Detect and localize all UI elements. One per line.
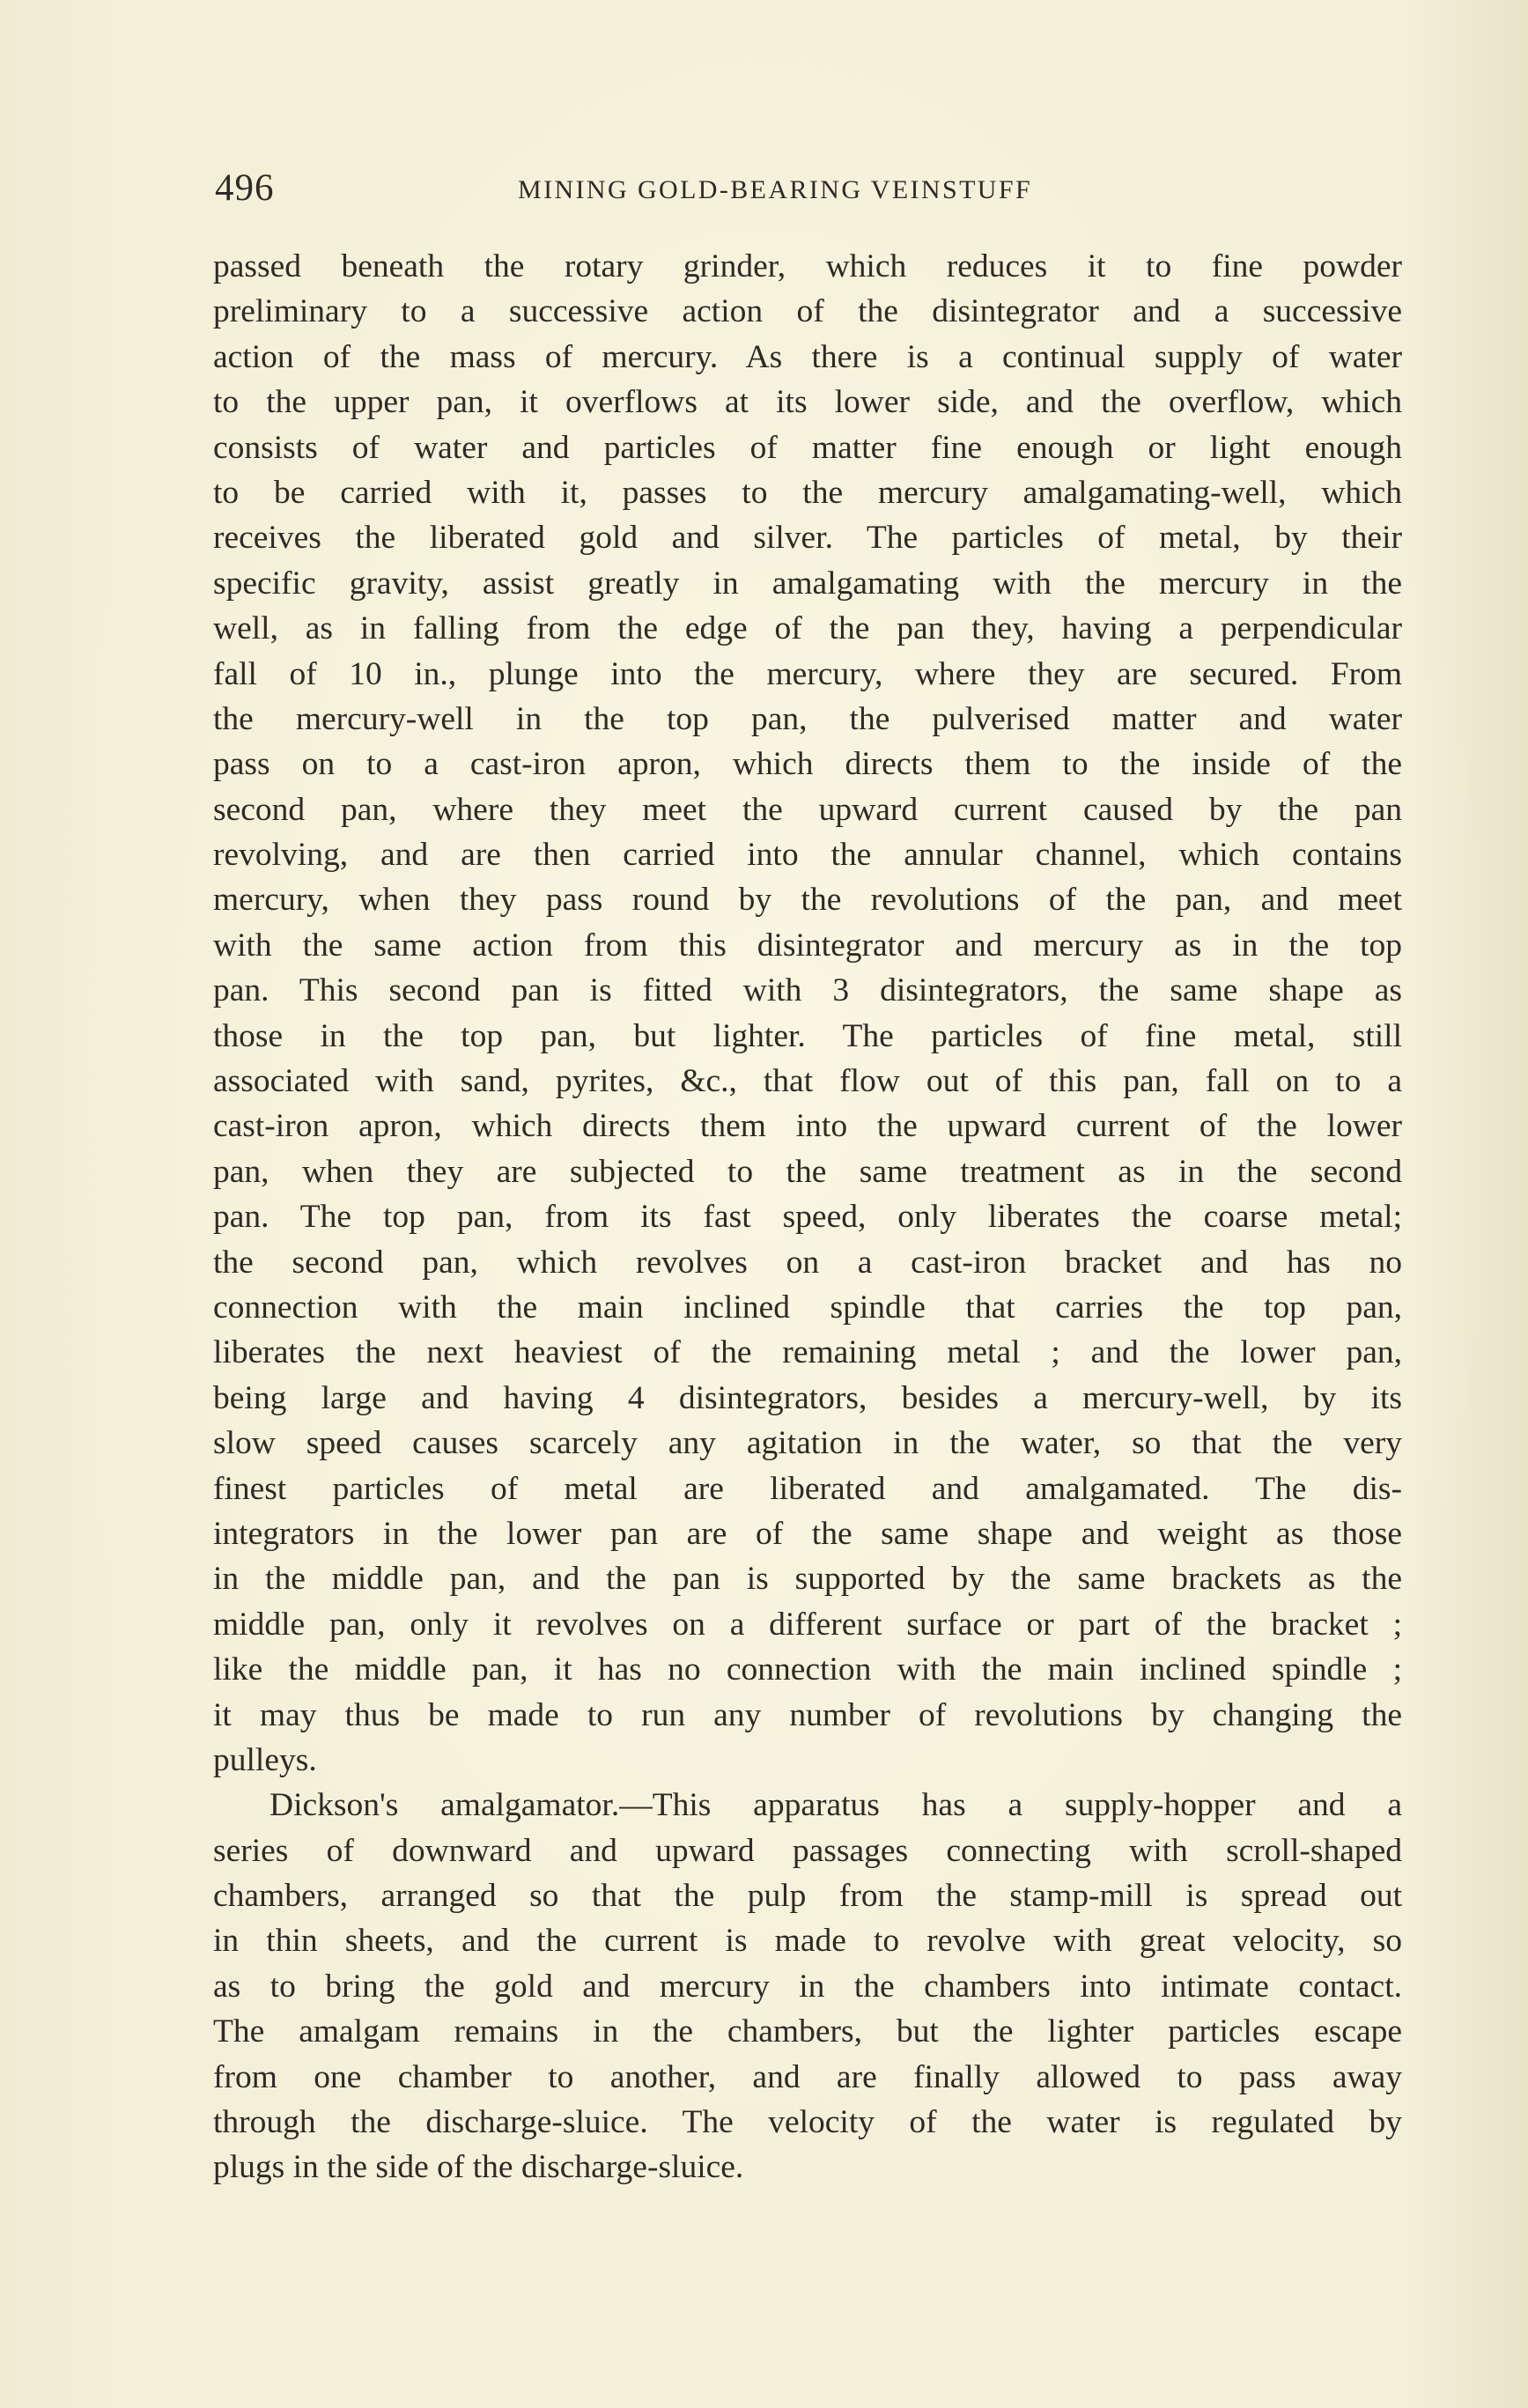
text-line: like the middle pan, it has no connection with the main inclined spindle ; [213,1651,1402,1688]
paragraph-dicksons-amalgamator [213,1783,1402,2190]
text-line: specific gravity, assist greatly in amalgamating with the mercury in the [213,565,1402,602]
text-line: the second pan, which revolves on a cast-iron bracket and has no [213,1244,1402,1281]
text-line: series of downward and upward passages connecting with scroll-shaped [213,1832,1402,1869]
paragraph-amalgamating-pans [213,244,1402,1783]
text-line: preliminary to a successive action of the disintegrator and a successive [213,293,1402,330]
text-line: action of the mass of mercury. As there is a continual supply of water [213,338,1402,375]
text-line: Dickson's amalgamator.—This apparatus has a supply-hopper and a [269,1787,1402,1824]
text-line: integrators in the lower pan are of the same shape and weight as those [213,1515,1402,1552]
text-line: well, as in falling from the edge of the pan they, having a perpendicular [213,610,1402,647]
running-title: MINING GOLD-BEARING VEINSTUFF [518,175,1033,204]
text-line: liberates the next heaviest of the remaining metal ; and the lower pan, [213,1334,1402,1371]
text-line: those in the top pan, but lighter. The particles of fine metal, still [213,1017,1402,1054]
text-line: being large and having 4 disintegrators, besides a mercury-well, by its [213,1379,1402,1416]
text-line: in thin sheets, and the current is made to revolve with great velocity, so [213,1923,1402,1960]
text-line: passed beneath the rotary grinder, which reduces it to fine powder [213,248,1402,284]
text-line: connection with the main inclined spindle that carries the top pan, [213,1289,1402,1326]
text-line: chambers, arranged so that the pulp from the stamp-mill is spread out [213,1878,1402,1915]
text-line: through the discharge-sluice. The velocity of the water is regulated by [213,2104,1402,2141]
text-line: it may thus be made to run any number of revolutions by changing the [213,1696,1402,1733]
text-line: from one chamber to another, and are finally allowed to pass away [213,2058,1402,2095]
text-line: finest particles of metal are liberated and amalgamated. The dis- [213,1470,1402,1507]
page-number: 496 [215,167,275,209]
text-line: slow speed causes scarcely any agitation in the water, so that the very [213,1425,1402,1462]
text-line: the mercury-well in the top pan, the pulverised matter and water [213,700,1402,737]
text-line: plugs in the side of the discharge-sluice. [213,2149,744,2186]
running-head [215,166,1404,211]
text-line: fall of 10 in., plunge into the mercury, where they are secured. From [213,655,1402,692]
text-line: to the upper pan, it overflows at its lower side, and the overflow, which [213,384,1402,421]
text-line: cast-iron apron, which directs them into the upward current of the lower [213,1108,1402,1145]
text-line: pass on to a cast-iron apron, which directs them to the inside of the [213,746,1402,783]
text-line: middle pan, only it revolves on a different surface or part of the bracket ; [213,1606,1402,1643]
text-line: consists of water and particles of matter fine enough or light enough [213,429,1402,466]
text-line: receives the liberated gold and silver. The particles of metal, by their [213,520,1402,557]
text-line: as to bring the gold and mercury in the chambers into intimate contact. [213,1968,1402,2005]
text-line: pan. The top pan, from its fast speed, only liberates the coarse metal; [213,1199,1402,1236]
text-line: pan. This second pan is fitted with 3 disintegrators, the same shape as [213,972,1402,1009]
text-line: associated with sand, pyrites, &c., that flow out of this pan, fall on to a [213,1063,1402,1100]
text-line: pulleys. [213,1741,317,1778]
text-line: second pan, where they meet the upward current caused by the pan [213,791,1402,828]
text-line: to be carried with it, passes to the mercury amalgamating-well, which [213,474,1402,511]
body-text [213,244,1402,2190]
text-line: in the middle pan, and the pan is supported by the same brackets as the [213,1561,1402,1598]
text-line: with the same action from this disintegrator and mercury as in the top [213,927,1402,964]
text-line: revolving, and are then carried into the annular channel, which contains [213,837,1402,874]
text-line: pan, when they are subjected to the same treatment as in the second [213,1153,1402,1190]
text-line: The amalgam remains in the chambers, but the lighter particles escape [213,2013,1402,2050]
text-line: mercury, when they pass round by the revolutions of the pan, and meet [213,882,1402,919]
